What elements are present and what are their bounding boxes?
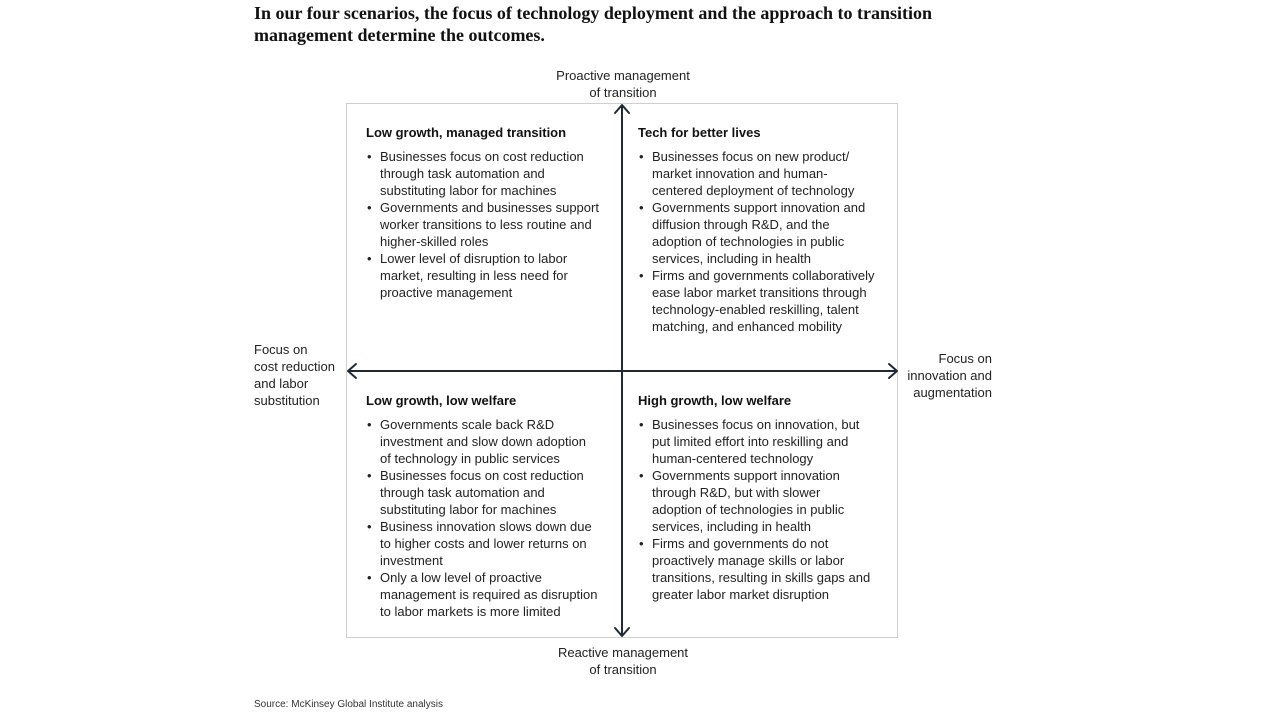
bullet-text-line: Businesses focus on innovation, but <box>652 417 860 432</box>
bullet-text-line: through task automation and <box>380 485 545 500</box>
axis-label-reactive <box>523 644 723 678</box>
quadrant-heading: Low growth, managed transition <box>366 125 567 140</box>
bullet-item <box>366 199 616 250</box>
bullet-dot: • <box>639 200 644 215</box>
bullet-text-line: Lower level of disruption to labor <box>380 251 568 266</box>
bullet-dot: • <box>367 251 372 266</box>
axis-label-line: cost reduction <box>254 359 335 374</box>
bullet-item <box>638 267 888 335</box>
bullet-text-line: Governments support innovation and <box>652 200 866 215</box>
bullet-text-line: market, resulting in less need for <box>380 268 568 283</box>
bullet-item <box>638 416 888 467</box>
bullet-dot: • <box>639 268 644 283</box>
bullet-dot: • <box>639 536 644 551</box>
bullet-dot: • <box>367 149 372 164</box>
bullet-text-line: services, including in health <box>652 519 811 534</box>
bullet-text-line: human-centered technology <box>652 451 814 466</box>
bullet-text-line: Businesses focus on cost reduction <box>380 468 584 483</box>
bullet-text-line: worker transitions to less routine and <box>380 217 592 232</box>
axis-label-cost-reduction <box>254 341 354 409</box>
axis-label-line: of transition <box>589 85 657 100</box>
bullet-text-line: Governments and businesses support <box>380 200 599 215</box>
axis-label-line: and labor <box>254 376 309 391</box>
bullet-text-line: centered deployment of technology <box>652 183 855 198</box>
bullet-list <box>638 148 888 335</box>
bullet-list <box>638 416 888 603</box>
bullet-text-line: of technology in public services <box>380 451 560 466</box>
axis-label-line: augmentation <box>913 385 992 400</box>
bullet-text-line: proactive management <box>380 285 513 300</box>
bullet-text-line: Firms and governments do not <box>652 536 829 551</box>
bullet-text-line: management is required as disruption <box>380 587 598 602</box>
bullet-item <box>366 569 616 620</box>
bullet-text-line: higher-skilled roles <box>380 234 489 249</box>
bullet-item <box>638 148 888 199</box>
axis-label-line: of transition <box>589 662 657 677</box>
bullet-text-line: services, including in health <box>652 251 811 266</box>
quadrant-heading: High growth, low welfare <box>638 393 792 408</box>
bullet-text-line: put limited effort into reskilling and <box>652 434 849 449</box>
bullet-text-line: Business innovation slows down due <box>380 519 592 534</box>
bullet-item <box>366 148 616 199</box>
bullet-text-line: adoption of technologies in public <box>652 234 845 249</box>
source-note: Source: McKinsey Global Institute analysis <box>254 699 443 710</box>
bullet-text-line: market innovation and human- <box>652 166 828 181</box>
bullet-text-line: technology-enabled reskilling, talent <box>652 302 859 317</box>
bullet-dot: • <box>367 570 372 585</box>
bullet-text-line: Governments scale back R&D <box>380 417 555 432</box>
bullet-list <box>366 148 616 301</box>
quadrant-high-growth-low-welfare <box>638 392 888 603</box>
bullet-text-line: greater labor market disruption <box>652 587 830 602</box>
bullet-text-line: Businesses focus on cost reduction <box>380 149 584 164</box>
title-line-2: management determine the outcomes. <box>254 25 545 45</box>
quadrant-low-growth-low-welfare <box>366 392 616 620</box>
title-line-1: In our four scenarios, the focus of technology deployment and the approach to transition <box>254 3 933 23</box>
axis-label-line: Focus on <box>254 342 308 357</box>
bullet-text-line: Firms and governments collaboratively <box>652 268 875 283</box>
bullet-text-line: through R&D, but with slower <box>652 485 821 500</box>
quadrant-low-growth-managed-transition <box>366 124 616 301</box>
bullet-item <box>366 467 616 518</box>
bullet-text-line: through task automation and <box>380 166 545 181</box>
bullet-text-line: investment and slow down adoption <box>380 434 586 449</box>
bullet-text-line: to higher costs and lower returns on <box>380 536 587 551</box>
axis-label-line: Proactive management <box>556 68 690 83</box>
bullet-dot: • <box>367 200 372 215</box>
axis-label-innovation <box>872 350 992 401</box>
bullet-dot: • <box>367 519 372 534</box>
bullet-text-line: ease labor market transitions through <box>652 285 867 300</box>
bullet-text-line: substituting labor for machines <box>380 502 557 517</box>
bullet-text-line: substituting labor for machines <box>380 183 557 198</box>
quadrant-heading: Low growth, low welfare <box>366 393 517 408</box>
bullet-text-line: investment <box>380 553 443 568</box>
bullet-text-line: proactively manage skills or labor <box>652 553 845 568</box>
bullet-dot: • <box>367 417 372 432</box>
bullet-dot: • <box>639 417 644 432</box>
bullet-item <box>638 199 888 267</box>
bullet-item <box>638 467 888 535</box>
bullet-text-line: transitions, resulting in skills gaps and <box>652 570 871 585</box>
bullet-dot: • <box>639 468 644 483</box>
quadrant-heading: Tech for better lives <box>638 125 761 140</box>
bullet-list <box>366 416 616 620</box>
axis-label-line: Focus on <box>938 351 992 366</box>
bullet-text-line: matching, and enhanced mobility <box>652 319 843 334</box>
bullet-item <box>366 250 616 301</box>
quadrant-tech-for-better-lives <box>638 124 888 335</box>
bullet-item <box>366 518 616 569</box>
bullet-text-line: Only a low level of proactive <box>380 570 542 585</box>
bullet-item <box>638 535 888 603</box>
bullet-text-line: diffusion through R&D, and the <box>652 217 830 232</box>
bullet-dot: • <box>367 468 372 483</box>
bullet-item <box>366 416 616 467</box>
axis-label-proactive <box>523 67 723 101</box>
bullet-text-line: Businesses focus on new product/ <box>652 149 850 164</box>
bullet-text-line: adoption of technologies in public <box>652 502 845 517</box>
axis-label-line: innovation and <box>907 368 992 383</box>
axis-label-line: substitution <box>254 393 320 408</box>
bullet-dot: • <box>639 149 644 164</box>
bullet-text-line: to labor markets is more limited <box>380 604 561 619</box>
axis-label-line: Reactive management <box>557 645 689 660</box>
bullet-text-line: Governments support innovation <box>652 468 840 483</box>
